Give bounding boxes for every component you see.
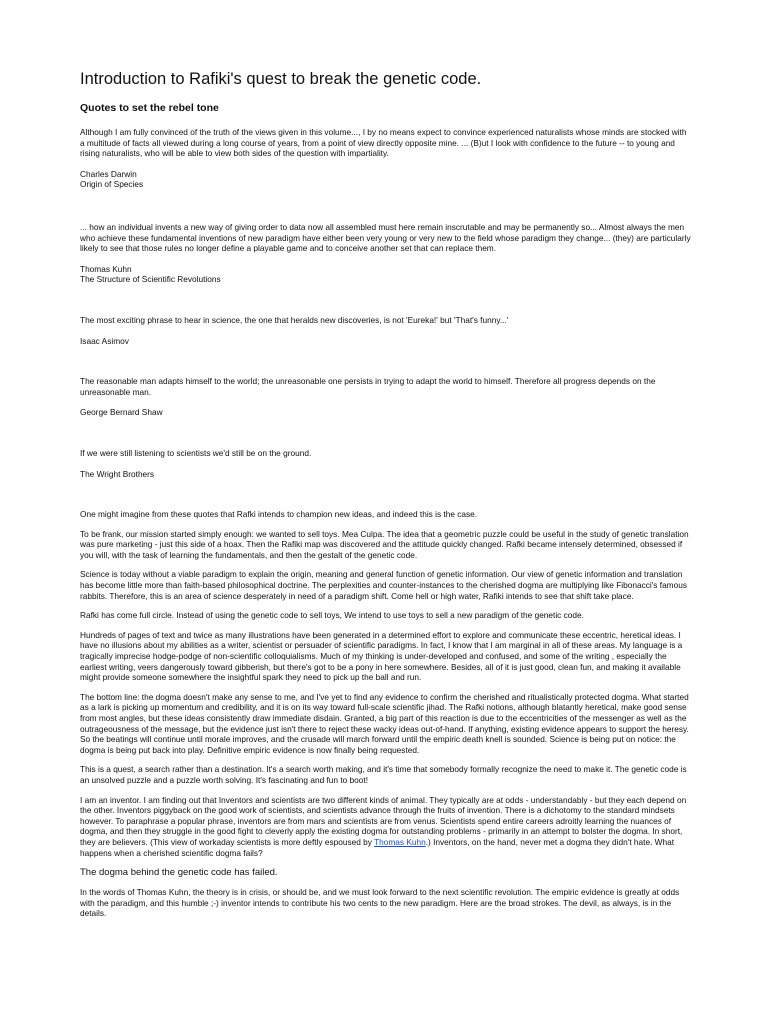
quote-author: The Wright Brothers [80,468,155,479]
quote-author: Charles Darwin [80,168,137,179]
body-paragraph: One might imagine from these quotes that Rafki intends to champion new ideas, and indeed this is the case. [80,509,478,520]
body-paragraph: In the words of Thomas Kuhn, the theory is in crisis, or should be, and we must look forward to the next scientific revolution. The empiric evidence is greatly at odds with the paradigm, and this humble ;-) inventor intends to contribute his two cents to the new paradigm. Here are the broad strokes. The devil, as always, is in the details. [80,887,680,919]
section-heading: Quotes to set the rebel tone [80,102,219,114]
quote-text: Although I am fully convinced of the truth of the views given in this volume..., I by no means expect to convince experienced naturalists whose minds are stocked with a multitude of facts all viewed during a long course of years, from a point of view directly opposite mine. ... (B)ut I look with confidence to the future -- to young and rising naturalists, who will be able to view both sides of the question with impartiality. [80,127,687,159]
quote-author: Thomas Kuhn [80,263,132,274]
document-page [80,70,692,928]
thomas-kuhn-link[interactable]: Thomas Kuhn [374,836,426,847]
body-paragraph: Science is today without a viable paradigm to explain the origin, meaning and general function of genetic information. Our view of genetic information and translation has become little more than faith-based philosophical doctrine. The perplexities and counter-instances to the cherished dogma are multiplying like Fibonacci's famous rabbits. Therefore, this is an area of science desperately in need of a paradigm shift. Come hell or high water, Rafiki intends to see that shift take place. [80,569,687,601]
body-statement: The dogma behind the genetic code has failed. [80,867,278,879]
body-text: I am an inventor. I am finding out that Inventors and scientists are two different kinds of animal. They typically are at odds - understandably - but they each depend on the other. Inventors piggyback on the good work of scientists, and scientists advance through the fruits of invention. There is a dichotomy to the standard mindsets however. To paraphrase a popular phrase, inventors are from mars and scientists are from venus. Scientists spend entire careers adroitly learning the nuances of dogma, and then they struggle in the good fight to cleverly apply the existing dogma for outstanding problems - primarily in an attempt to bolster the dogma. In short, they are believers. (This view of workaday scientists is more deftly espoused by [80,794,687,847]
quote-text: If we were still listening to scientists we'd still be on the ground. [80,447,312,458]
quote-text: ... how an individual invents a new way of giving order to data now all assembled must here remain inscrutable and may be permanently so... Almost always the men who achieve these fundamental inventions of new paradigm have either been very young or very new to the field whose paradigm they change... (they) are particularly likely to see that those rules no longer define a playable game and to conceive another set that can replace them. [80,221,691,254]
body-paragraph: Hundreds of pages of text and twice as many illustrations have been generated in a determined effort to explore and communicate these eccentric, heretical ideas. I have no illusions about my abilities as a writer, scientist or persuader of scientific paradigms. In fact, I know that I am marginal in all of these areas. My language is a tragically imprecise hodge-podge of non-scientific colloquialisms. Much of my thinking is under-developed and confused, and some of the writing , especially the earliest writing, veers dangerously toward gibberish, but there's got to be a pony in here somewhere. Besides, all of it is just good, clean fun, and making it available might provide someone somewhere the insightful spark they need to pick up the ball and run. [80,629,683,683]
body-paragraph: This is a quest, a search rather than a destination. It's a search worth making, and it's time that somebody formally recognize the need to make it. The genetic code is an unsolved puzzle and a puzzle worth solving. It's fascinating and fun to boot! [80,764,687,785]
quote-text: The reasonable man adapts himself to the world; the unreasonable one persists in trying to adapt the world to himself. Therefore all progress depends on the unreasonable man. [80,376,656,397]
body-paragraph: Rafki has come full circle. Instead of using the genetic code to sell toys, We intend to use toys to sell a new paradigm of the genetic code. [80,610,584,621]
quote-author: George Bernard Shaw [80,407,163,418]
quote-text: The most exciting phrase to hear in science, the one that heralds new discoveries, is not 'Eureka!' but 'That's funny...' [80,314,509,325]
page-title: Introduction to Rafiki's quest to break the genetic code. [80,70,482,88]
body-paragraph: To be frank, our mission started simply enough: we wanted to sell toys. Mea Culpa. The idea that a geometric puzzle could be useful in the study of genetic translation was pure marketing - just this side of a hoax. Then the Rafiki map was discovered and the attitude quickly changed. Rafki became intensely determined, obsessed if you will, with the task of learning the fundamentals, and then the gestalt of the genetic code. [80,528,689,560]
body-paragraph [80,795,692,859]
quote-source: The Structure of Scientific Revolutions [80,274,221,285]
quote-author: Isaac Asimov [80,335,129,346]
body-text: .) Inventors, on the hand, never met a dogma they didn't hate. What happens when a cherished scientific dogma fails? [80,836,675,858]
body-paragraph: The bottom line: the dogma doesn't make any sense to me, and I've yet to find any evidence to confirm the cherished and ritualistically protected dogma. What started as a lark is picking up momentum and credibility, and it is on its way toward full-scale scientific jihad. The Rafki notions, although blatantly heretical, make good sense from most angles, but these ideas consistently draw immediate disdain. Granted, a big part of this reaction is due to the eccentricities of the messenger as well as the outrageousness of the message, but the evidence just isn't there to reject these wacky ideas out-of-hand. If anything, existing evidence appears to support the heresy. So the beatings will continue until morale improves, and the crusade will march forward until the empiric death knell is sounded. Science is being put on notice: the dogma is being put back into play. Definitive empiric evidence is now finally being requested. [80,691,689,755]
quote-source: Origin of Species [80,179,144,190]
